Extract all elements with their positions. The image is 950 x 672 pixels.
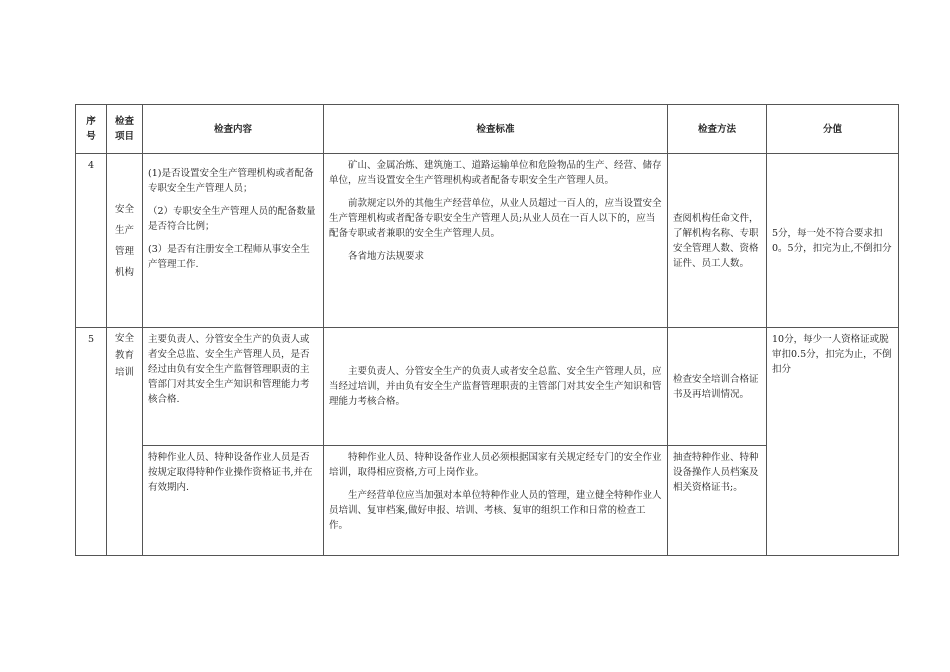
header-standard (324, 105, 668, 154)
row5-item (107, 328, 143, 556)
row5-sub2-method: 抽查特种作业、特种设备操作人员档案及相关资格证书;。 (668, 446, 767, 556)
header-method-text: 检查方法 (697, 123, 736, 135)
row4-method: 查阅机构任命文件，了解机构名称、专职安全管理人数、资格证件、员工人数。 (668, 154, 767, 328)
table-row-5a (76, 328, 899, 446)
row4-content-3: (3）是否有注册安全工程师从事安全生产管理工作. (148, 244, 310, 270)
row5-sub2-standard-2: 生产经营单位应当加强对本单位特种作业人员的管理，建立健全特种作业人员培训、复审档案,做好申报、培训、考核、复审的组织工作和日常的检查工作。 (329, 490, 662, 531)
row4-score: 5分，每一处不符合要求扣0。5分，扣完为止,不倒扣分 (767, 154, 899, 328)
header-standard-text: 检查标准 (476, 123, 515, 135)
row5-sub1-standard-text: 主要负责人、分管安全生产的负责人或者安全总监、安全生产管理人员，应当经过培训，并由负有安全生产监督管理职责的主管部门对其安全生产知识和管理能力考核合格。 (329, 366, 662, 407)
row4-standard-3: 各省地方法规要求 (348, 251, 425, 262)
row4-item-text: 安全生产管理机构 (114, 203, 134, 278)
row5-sub2-content: 特种作业人员、特种设备作业人员是否按规定取得特种作业操作资格证书,并在有效期内. (143, 446, 324, 556)
row5-sub2-standard-1: 特种作业人员、特种设备作业人员必须根据国家有关规定经专门的安全作业培训，取得相应资格,方可上岗作业。 (329, 452, 662, 478)
row4-standard (324, 154, 668, 328)
row4-item (107, 154, 143, 328)
inspection-table (75, 104, 899, 556)
row5-sub2-standard (324, 446, 668, 556)
header-content-text: 检查内容 (213, 123, 252, 135)
table-row-4 (76, 154, 899, 328)
header-no-text: 序号 (86, 116, 96, 142)
row5-no: 5 (76, 328, 107, 556)
header-item (107, 105, 143, 154)
header-score-text: 分值 (822, 123, 842, 135)
header-row (76, 105, 899, 154)
header-score (767, 105, 899, 154)
row5-score: 10分，每少一人资格证或脱审扣0.5分，扣完为止，不倒扣分 (767, 328, 899, 556)
row4-standard-1: 矿山、金属冶炼、建筑施工、道路运输单位和危险物品的生产、经营、储存单位，应当设置安全生产管理机构或者配备专职安全生产管理人员。 (329, 160, 662, 186)
row4-content-2: （2）专职安全生产管理人员的配备数量是否符合比例； (148, 206, 316, 232)
row4-content (143, 154, 324, 328)
header-item-text: 检查项目 (114, 116, 134, 142)
header-content (143, 105, 324, 154)
row5-item-text: 安全教育培训 (114, 333, 134, 378)
row4-standard-2: 前款规定以外的其他生产经营单位，从业人员超过一百人的，应当设置安全生产管理机构或者配备专职安全生产管理人员;从业人员在一百人以下的，应当配备专职或者兼职的安全生产管理人员。 (329, 198, 662, 239)
row5-sub1-standard (324, 328, 668, 446)
row4-no: 4 (76, 154, 107, 328)
header-method (668, 105, 767, 154)
header-no (76, 105, 107, 154)
row5-sub1-method: 检查安全培训合格证书及再培训情况。 (668, 328, 767, 446)
row5-sub1-content: 主要负责人、分管安全生产的负责人或者安全总监、安全生产管理人员，是否经过由负有安全生产监督管理职责的主管部门对其安全生产知识和管理能力考核合格. (143, 328, 324, 446)
row4-content-1: (1)是否设置安全生产管理机构或者配备专职安全生产管理人员； (148, 168, 314, 194)
